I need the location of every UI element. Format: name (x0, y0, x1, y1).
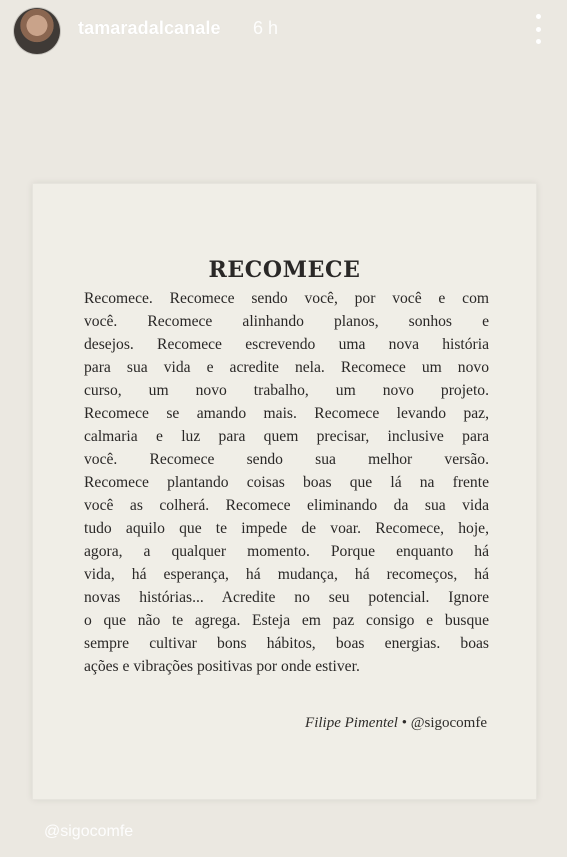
poem-line: vida, há esperança, há mudança, há recomeços, há (84, 566, 489, 583)
poem-line: ações e vibrações positivas por onde estiver. (84, 658, 360, 675)
poem-line: agora, a qualquer momento. Porque enquanto há (84, 543, 489, 560)
story-time: 6 h (253, 18, 279, 38)
story-username[interactable]: tamaradalcanale (78, 18, 221, 38)
poem-line: Recomece plantando coisas boas que lá na frente (84, 474, 489, 491)
poem-title: RECOMECE (208, 257, 361, 283)
menu-dot-3 (536, 39, 541, 44)
poem-line: Recomece se amando mais. Recomece levando paz, (84, 405, 489, 422)
poem-line: desejos. Recomece escrevendo uma nova história (84, 336, 489, 353)
poem-body (84, 287, 489, 678)
menu-dot-2 (536, 27, 541, 32)
poem-line: o que não te agrega. Esteja em paz consigo e busque (84, 612, 489, 629)
poem-line: para sua vida e acredite nela. Recomece um novo (84, 359, 489, 376)
poem-line: curso, um novo trabalho, um novo projeto. (84, 382, 489, 399)
signature-handle: @sigocomfe (410, 715, 487, 731)
more-vertical-icon[interactable] (531, 14, 545, 44)
menu-dot-1 (536, 14, 541, 19)
poem-line: Recomece. Recomece sendo você, por você e com (84, 290, 489, 307)
poem-line: sempre cultivar bons hábitos, boas energias. boas (84, 635, 489, 652)
signature-separator: • (397, 715, 411, 731)
poem-line: tudo aquilo que te impede de voar. Recomece, hoje, (84, 520, 489, 537)
poem-line: calmaria e luz para quem precisar, inclusive para (84, 428, 489, 445)
avatar[interactable] (14, 8, 60, 54)
quote-card (32, 183, 537, 800)
watermark-handle: @sigocomfe (44, 823, 134, 840)
poem-line: você. Recomece sendo sua melhor versão. (84, 451, 489, 468)
story-header (0, 0, 567, 62)
signature (305, 713, 487, 733)
poem-line: novas histórias... Acredite no seu potencial. Ignore (84, 589, 489, 606)
poem-line: você. Recomece alinhando planos, sonhos e (84, 313, 489, 330)
poem-line: você as colherá. Recomece eliminando da sua vida (84, 497, 489, 514)
signature-name: Filipe Pimentel (305, 715, 398, 731)
